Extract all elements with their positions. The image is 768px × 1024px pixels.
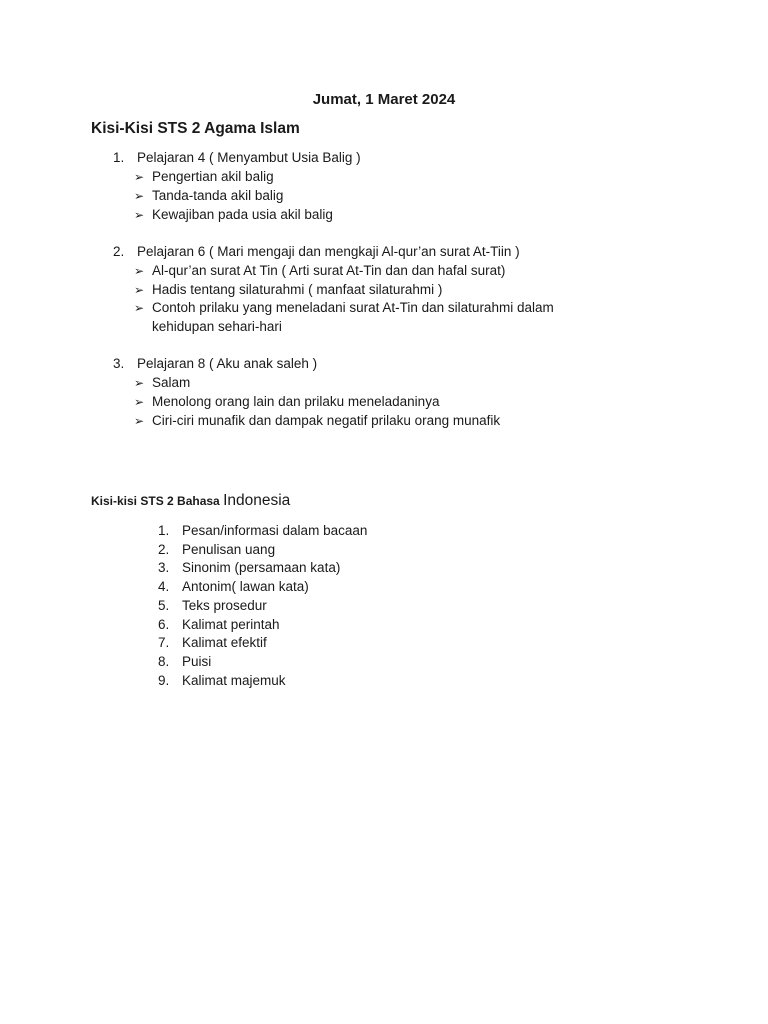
list-text: Puisi xyxy=(182,654,212,669)
bullet-text: Pengertian akil balig xyxy=(152,169,274,184)
list-text: Teks prosedur xyxy=(182,598,267,613)
section1-title: Kisi-Kisi STS 2 Agama Islam xyxy=(91,120,300,137)
list-number: 9. xyxy=(158,673,170,688)
list-number: 8. xyxy=(158,654,170,669)
list-item xyxy=(158,672,286,690)
arrowhead-bullet-icon: ➢ xyxy=(134,301,145,315)
list-text: Penulisan uang xyxy=(182,542,276,557)
bullet-item xyxy=(134,262,505,280)
bullet-item xyxy=(134,299,554,317)
list-item xyxy=(158,578,309,596)
arrowhead-bullet-icon: ➢ xyxy=(134,208,145,222)
lesson-1-title-line xyxy=(113,149,361,167)
lesson-3-title-line xyxy=(113,355,317,373)
arrowhead-bullet-icon: ➢ xyxy=(134,283,145,297)
list-text: Pesan/informasi dalam bacaan xyxy=(182,523,368,538)
list-item xyxy=(158,559,340,577)
list-item xyxy=(158,541,275,559)
bullet-continuation: kehidupan sehari-hari xyxy=(152,319,282,334)
list-number: 6. xyxy=(158,617,170,632)
list-number: 7. xyxy=(158,635,170,650)
lesson-title: Pelajaran 6 ( Mari mengaji dan mengkaji Al-qur’an surat At-Tiin ) xyxy=(137,244,520,259)
lesson-title: Pelajaran 8 ( Aku anak saleh ) xyxy=(137,356,318,371)
section2-title xyxy=(91,492,290,510)
bullet-text: Ciri-ciri munafik dan dampak negatif prilaku orang munafik xyxy=(152,413,501,428)
arrowhead-bullet-icon: ➢ xyxy=(134,395,145,409)
bullet-text: Salam xyxy=(152,375,191,390)
section2-title-small: Kisi-kisi STS 2 Bahasa xyxy=(91,494,224,508)
bullet-text: Kewajiban pada usia akil balig xyxy=(152,207,333,222)
document-date: Jumat, 1 Maret 2024 xyxy=(312,91,456,108)
bullet-item xyxy=(134,206,333,224)
bullet-item xyxy=(134,393,439,411)
list-number: 4. xyxy=(158,579,170,594)
list-text: Sinonim (persamaan kata) xyxy=(182,560,341,575)
list-item xyxy=(158,616,280,634)
list-number: 3. xyxy=(158,560,170,575)
arrowhead-bullet-icon: ➢ xyxy=(134,376,145,390)
arrowhead-bullet-icon: ➢ xyxy=(134,170,145,184)
bullet-text: Contoh prilaku yang meneladani surat At-Tin dan silaturahmi dalam xyxy=(152,300,554,315)
bullet-text: Menolong orang lain dan prilaku meneladaninya xyxy=(152,394,440,409)
list-text: Kalimat majemuk xyxy=(182,673,286,688)
list-text: Antonim( lawan kata) xyxy=(182,579,309,594)
lesson-title: Pelajaran 4 ( Menyambut Usia Balig ) xyxy=(137,150,361,165)
arrowhead-bullet-icon: ➢ xyxy=(134,414,145,428)
list-item xyxy=(158,634,267,652)
list-text: Kalimat efektif xyxy=(182,635,267,650)
bullet-item xyxy=(134,168,274,186)
list-number: 1. xyxy=(158,523,170,538)
arrowhead-bullet-icon: ➢ xyxy=(134,264,145,278)
lesson-number: 3. xyxy=(113,356,125,371)
lesson-2-title-line xyxy=(113,243,520,261)
bullet-text: Hadis tentang silaturahmi ( manfaat silaturahmi ) xyxy=(152,282,443,297)
bullet-text: Al-qur’an surat At Tin ( Arti surat At-Tin dan dan hafal surat) xyxy=(152,263,506,278)
list-item xyxy=(158,653,211,671)
list-number: 2. xyxy=(158,542,170,557)
section2-title-big: Indonesia xyxy=(223,492,291,509)
bullet-item xyxy=(134,412,500,430)
arrowhead-bullet-icon: ➢ xyxy=(134,189,145,203)
lesson-number: 1. xyxy=(113,150,125,165)
bullet-item xyxy=(134,187,283,205)
list-item xyxy=(158,522,367,540)
bullet-text: Tanda-tanda akil balig xyxy=(152,188,284,203)
bullet-item xyxy=(134,281,442,299)
list-number: 5. xyxy=(158,598,170,613)
bullet-item xyxy=(134,374,190,392)
list-text: Kalimat perintah xyxy=(182,617,280,632)
list-item xyxy=(158,597,267,615)
lesson-number: 2. xyxy=(113,244,125,259)
